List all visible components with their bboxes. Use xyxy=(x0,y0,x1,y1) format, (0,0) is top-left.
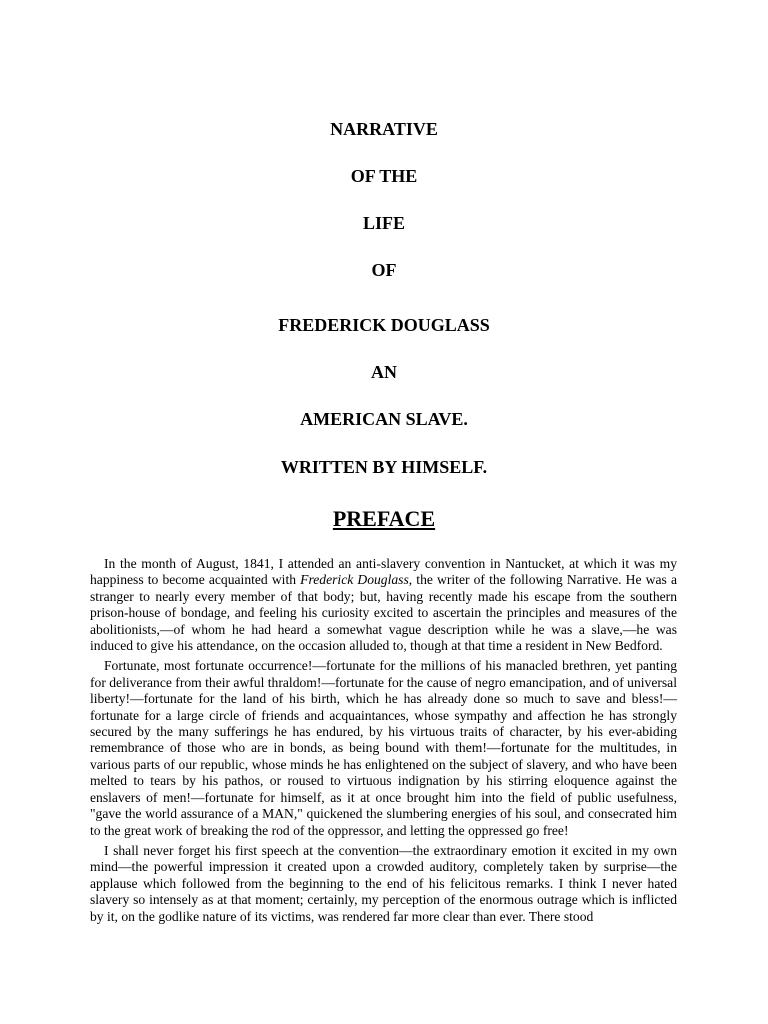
title-line-narrative: NARRATIVE xyxy=(330,119,438,139)
preface-paragraph-1-text-end: , the writer of the following Narrative. He was a stranger to nearly every member of that body; but, having recently made his escape from the southern prison-house of bondage, and feeling his curiosity excited to ascertain the principles and measures of the abolitionists,—of whom he had heard a somewhat vague description while he was a slave,—he was induced to give his attendance, on the occasion alluded to, though at that time a resident in New Bedford. xyxy=(90,572,677,654)
title-line-author: FREDERICK DOUGLASS xyxy=(278,315,490,335)
preface-paragraph-1 xyxy=(90,556,677,654)
title-line-american-slave: AMERICAN SLAVE. xyxy=(300,409,468,429)
author-name-emphasis: Frederick Douglass xyxy=(300,572,409,588)
preface-paragraph-2: Fortunate, most fortunate occurrence!—fortunate for the millions of his manacled brethren, yet panting for deliverance from their awful thraldom!—fortunate for the cause of negro emancipation, and of universal liberty!—fortunate for the land of his birth, which he has already done so much to save and bless!—fortunate for a large circle of friends and acquaintances, whose sympathy and affection he has strongly secured by the many sufferings he has endured, by his virtuous traits of character, by his ever-abiding remembrance of those who are in bonds, as being bound with them!—fortunate for the multitudes, in various parts of our republic, whose minds he has enlightened on the subject of slavery, and who have been melted to tears by his pathos, or roused to virtuous indignation by his stirring eloquence against the enslavers of men!—fortunate for himself, as it at once brought him into the field of public usefulness, "gave the world assurance of a MAN," quickened the slumbering energies of his soul, and consecrated him to the great work of breaking the rod of the oppressor, and letting the oppressed go free! xyxy=(90,658,677,838)
title-line-written-by-himself: WRITTEN BY HIMSELF. xyxy=(280,457,488,477)
preface-heading: PREFACE xyxy=(332,506,436,531)
title-line-an: AN xyxy=(371,362,397,382)
title-line-of-the: OF THE xyxy=(350,166,418,186)
preface-paragraph-1-text-start: In the month of August, 1841, I attended an anti-slavery convention in Nantucket, at which it was my happiness to become acquainted with xyxy=(90,556,677,588)
preface-paragraph-3: I shall never forget his first speech at the convention—the extraordinary emotion it excited in my own mind—the powerful impression it created upon a crowded auditory, completely taken by surprise—the applause which followed from the beginning to the end of his felicitous remarks. I think I never hated slavery so intensely as at that moment; certainly, my perception of the enormous outrage which is inflicted by it, on the godlike nature of its victims, was rendered far more clear than ever. There stood xyxy=(90,842,677,924)
preface-body xyxy=(90,556,677,929)
title-line-life: LIFE xyxy=(362,213,405,233)
title-line-of: OF xyxy=(371,260,397,280)
